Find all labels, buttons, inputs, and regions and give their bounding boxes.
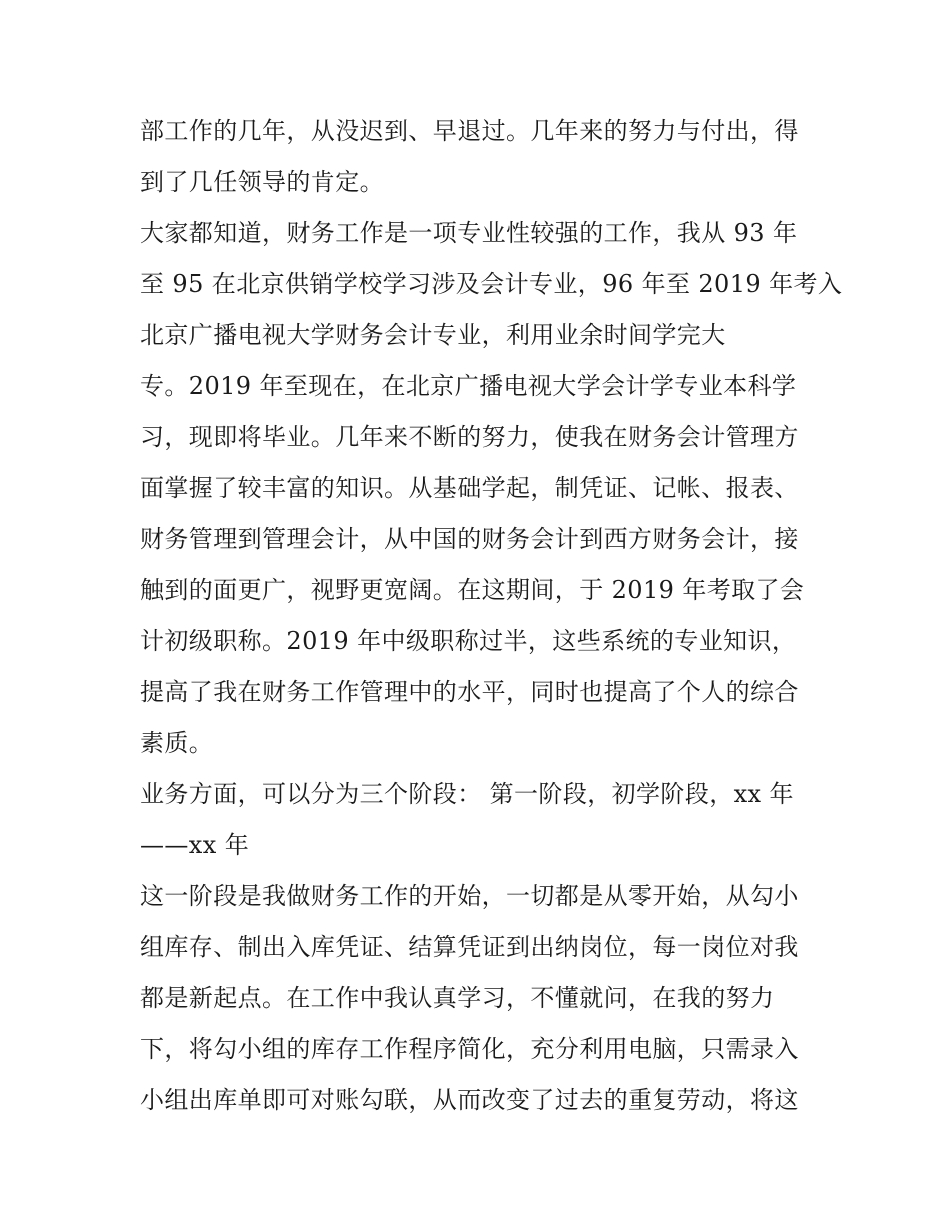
text-line: 至 95 在北京供销学校学习涉及会计专业，96 年至 2019 年考入: [140, 270, 843, 298]
text-line: 面掌握了较丰富的知识。从基础学起，制凭证、记帐、报表、: [140, 474, 799, 502]
body-text: [140, 106, 843, 1126]
text-line: 习，现即将毕业。几年来不断的努力，使我在财务会计管理方: [140, 423, 799, 451]
text-line: 财务管理到管理会计，从中国的财务会计到西方财务会计，接: [140, 525, 799, 553]
text-line: 到了几任领导的肯定。: [140, 168, 384, 196]
text-line: 都是新起点。在工作中我认真学习，不懂就问，在我的努力: [140, 984, 775, 1012]
text-line: 业务方面，可以分为三个阶段： 第一阶段，初学阶段，xx 年: [140, 780, 794, 808]
text-line: 下，将勾小组的库存工作程序简化，充分利用电脑，只需录入: [140, 1035, 799, 1063]
text-line: 北京广播电视大学财务会计专业，利用业余时间学完大: [140, 321, 726, 349]
text-line: 大家都知道，财务工作是一项专业性较强的工作，我从 93 年: [140, 219, 798, 247]
text-line: 组库存、制出入库凭证、结算凭证到出纳岗位，每一岗位对我: [140, 933, 799, 961]
text-line: 素质。: [140, 729, 214, 757]
text-line: 专。2019 年至现在，在北京广播电视大学会计学专业本科学: [140, 372, 797, 400]
text-line: 计初级职称。2019 年中级职称过半，这些系统的专业知识，: [140, 627, 797, 655]
text-line: 小组出库单即可对账勾联，从而改变了过去的重复劳动，将这: [140, 1086, 799, 1114]
text-line: 触到的面更广，视野更宽阔。在这期间，于 2019 年考取了会: [140, 576, 805, 604]
text-line: ——xx 年: [140, 831, 250, 859]
text-line: 提高了我在财务工作管理中的水平，同时也提高了个人的综合: [140, 678, 799, 706]
text-line: 这一阶段是我做财务工作的开始，一切都是从零开始，从勾小: [140, 882, 799, 910]
text-line: 部工作的几年，从没迟到、早退过。几年来的努力与付出，得: [140, 117, 799, 145]
